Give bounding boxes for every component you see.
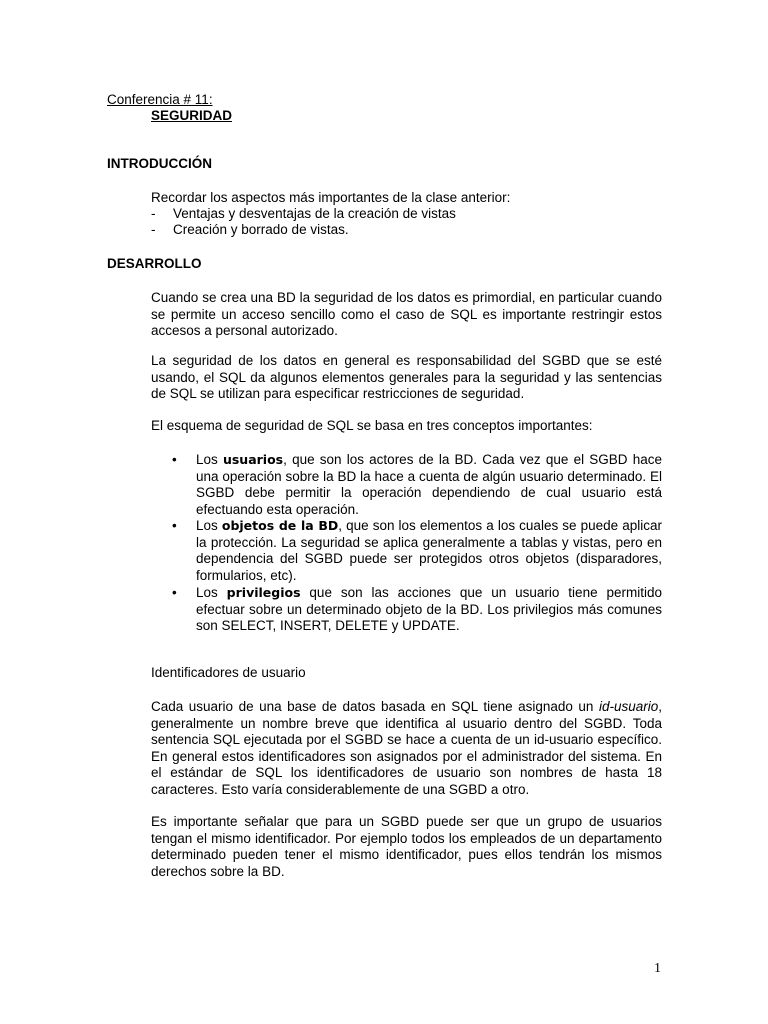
bullet-marker: •	[172, 518, 177, 533]
bullet-body: que son las acciones que un usuario tiene permitido efectuar sobre un determinado objeto de la BD. Los privilegios más comunes son SELECT, INSERT, DELETE y UPDATE.	[196, 585, 662, 633]
bullet-marker: •	[172, 452, 177, 467]
dash-marker: -	[151, 222, 156, 237]
bullet-item-privilegios	[196, 585, 662, 635]
page-number: 1	[654, 961, 661, 976]
bullet-body: , que son los elementos a los cuales se puede aplicar la protección. La seguridad se aplica generalmente a tablas y vistas, pero en dependencia del SGBD puede ser protegidos otros objetos (disparadores, formularios, etc).	[196, 518, 663, 583]
ids-paragraph-1-prefix: Cada usuario de una base de datos basada en SQL tiene asignado un	[151, 699, 599, 714]
id-usuario-term: id-usuario	[598, 699, 659, 714]
bullet-marker: •	[172, 585, 177, 600]
ids-paragraph-2: Es importante señalar que para un SGBD puede ser que un grupo de usuarios tengan el mismo identificador. Por ejemplo todos los empleados de un departamento determinado pueden tener el mismo identificador, pues ellos tendrán los mismos derechos sobre la BD.	[151, 814, 662, 879]
bullet-term: privilegios	[226, 585, 301, 600]
bullet-item-objetos	[196, 518, 662, 584]
intro-item-text: Creación y borrado de vistas.	[173, 222, 349, 237]
section-subheading: Identificadores de usuario	[151, 665, 306, 680]
intro-heading: INTRODUCCIÓN	[107, 156, 212, 171]
ids-paragraph-1	[151, 699, 662, 798]
intro-list-item	[151, 206, 456, 223]
conference-label: Conferencia # 11:	[107, 92, 213, 107]
bullet-prefix: Los	[196, 452, 223, 467]
page-title: SEGURIDAD	[151, 108, 233, 123]
bullet-term: objetos de la BD	[221, 518, 339, 533]
ids-paragraph-1-body: , generalmente un nombre breve que identifica al usuario dentro del SGBD. Toda sentencia SQL ejecutada por el SGBD se hace a cuenta de un id-usuario específico. En general estos identificadores son asignados por el administrador del sistema. En el estándar de SQL los identificadores de usuario son nombres de hasta 18 caracteres. Esto varía considerablemente de una SGBD a otro.	[151, 699, 662, 797]
intro-item-text: Ventajas y desventajas de la creación de vistas	[173, 206, 456, 221]
development-heading: DESARROLLO	[107, 256, 202, 271]
intro-lead: Recordar los aspectos más importantes de la clase anterior:	[151, 190, 511, 205]
bullet-body: , que son los actores de la BD. Cada vez que el SGBD hace una operación sobre la BD la hace a cuenta de algún usuario determinado. El SGBD debe permitir la operación dependiendo de cual usuario está efectuando esta operación.	[196, 452, 663, 517]
intro-list-item	[151, 222, 349, 239]
development-paragraph-2: La seguridad de los datos en general es responsabilidad del SGBD que se esté usando, el SQL da algunos elementos generales para la seguridad y las sentencias de SQL se utilizan para especificar restricciones de seguridad.	[151, 353, 662, 401]
dash-marker: -	[151, 206, 156, 221]
bullet-item-usuarios	[196, 452, 662, 518]
bullet-term: usuarios	[222, 452, 284, 467]
bullet-prefix: Los	[196, 518, 222, 533]
bullet-prefix: Los	[196, 585, 227, 600]
development-paragraph-3: El esquema de seguridad de SQL se basa en tres conceptos importantes:	[151, 418, 593, 433]
development-paragraph-1: Cuando se crea una BD la seguridad de los datos es primordial, en particular cuando se permite un acceso sencillo como el caso de SQL es importante restringir estos accesos a personal autorizado.	[151, 290, 662, 338]
